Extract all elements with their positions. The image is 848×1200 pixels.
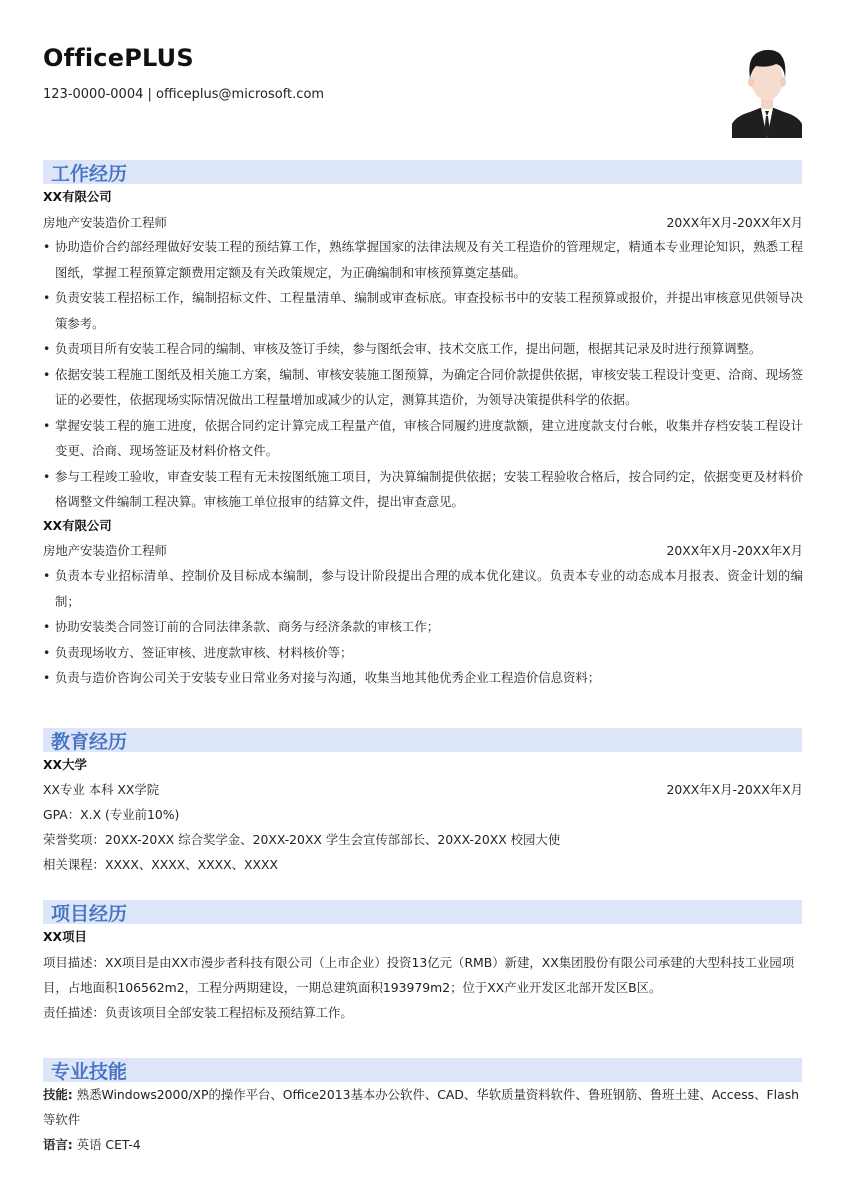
- list-item: • 负责安装工程招标工作，编制招标文件、工程量清单、编制或审查标底。审查投标书中的安装工程预算或报价，并提出审核意见供领导决策参考。: [43, 285, 803, 336]
- work1-date: 20XX年X月-20XX年X月: [666, 215, 803, 230]
- skills-lang-label: 语言:: [43, 1137, 73, 1152]
- project-responsibility: 责任描述：负责该项目全部安装工程招标及预结算工作。: [43, 1005, 353, 1020]
- list-item: • 负责本专业招标清单、控制价及目标成本编制，参与设计阶段提出合理的成本优化建议。负责本专业的动态成本月报表、资金计划的编制；: [43, 563, 803, 614]
- skills-tech-value: 熟悉Windows2000/XP的操作平台、Office2013基本办公软件、CAD、华软质量资料软件、鲁班钢筋、鲁班土建、Access、Flash等软件: [43, 1087, 800, 1127]
- work2-bullets: [43, 563, 803, 691]
- list-item: • 负责现场收方、签证审核、进度款审核、材料核价等；: [43, 640, 803, 666]
- list-item: • 负责与造价咨询公司关于安装专业日常业务对接与沟通，收集当地其他优秀企业工程造价信息资料；: [43, 665, 803, 691]
- section-skills-header: [43, 1058, 802, 1082]
- work1-bullets: [43, 234, 803, 515]
- section-education-title: 教育经历: [51, 731, 128, 753]
- education-school: XX大学: [43, 757, 87, 772]
- work2-company: XX有限公司: [43, 518, 112, 533]
- skills-lang-value: 英语 CET-4: [76, 1137, 141, 1152]
- section-project-title: 项目经历: [51, 903, 128, 925]
- list-item: • 参与工程竣工验收，审查安装工程有无未按图纸施工项目，为决算编制提供依据；安装工程验收合格后，按合同约定，依据变更及材料价格调整文件编制工程决算。审核施工单位报审的结算文件，提出审查意见。: [43, 464, 803, 515]
- section-skills-title: 专业技能: [51, 1061, 128, 1083]
- education-major: XX专业 本科 XX学院: [43, 782, 160, 797]
- skills-lang: [43, 1132, 803, 1157]
- section-work-title: 工作经历: [51, 163, 128, 185]
- candidate-name: OfficePLUS: [43, 44, 194, 72]
- avatar: [732, 44, 802, 138]
- section-work-header: [43, 160, 802, 184]
- work1-company: XX有限公司: [43, 189, 112, 204]
- list-item: • 依据安装工程施工图纸及相关施工方案，编制、审核安装施工图预算，为确定合同价款提供依据，审核安装工程设计变更、洽商、现场签证的必要性，依据现场实际情况做出工程量增加或减少的认定，测算其造价，为领导决策提供科学的依据。: [43, 362, 803, 413]
- education-courses: 相关课程：XXXX、XXXX、XXXX、XXXX: [43, 857, 278, 872]
- education-honors: 荣誉奖项：20XX-20XX 综合奖学金、20XX-20XX 学生会宣传部部长、20XX-20XX 校园大使: [43, 832, 561, 847]
- work1-role: 房地产安装造价工程师: [43, 215, 167, 230]
- education-date: 20XX年X月-20XX年X月: [666, 782, 803, 797]
- section-project-header: [43, 900, 802, 924]
- project-name: XX项目: [43, 929, 87, 944]
- contact-info: 123-0000-0004 | officeplus@microsoft.com: [43, 87, 325, 102]
- education-gpa: GPA：X.X (专业前10%): [43, 807, 180, 822]
- skills-tech-label: 技能:: [43, 1087, 73, 1102]
- work2-date: 20XX年X月-20XX年X月: [666, 543, 803, 558]
- list-item: • 协助安装类合同签订前的合同法律条款、商务与经济条款的审核工作；: [43, 614, 803, 640]
- list-item: • 掌握安装工程的施工进度，依据合同约定计算完成工程量产值，审核合同履约进度款额，建立进度款支付台帐，收集并存档安装工程设计变更、洽商、现场签证及材料价格文件。: [43, 413, 803, 464]
- section-education-header: [43, 728, 802, 752]
- list-item: • 协助造价合约部经理做好安装工程的预结算工作，熟练掌握国家的法律法规及有关工程造价的管理规定，精通本专业理论知识，熟悉工程图纸，掌握工程预算定额费用定额及有关政策规定，为正确编制和审核预算奠定基础。: [43, 234, 803, 285]
- work2-role: 房地产安装造价工程师: [43, 543, 167, 558]
- list-item: • 负责项目所有安装工程合同的编制、审核及签订手续，参与图纸会审、技术交底工作，提出问题，根据其记录及时进行预算调整。: [43, 336, 803, 362]
- project-description: 项目描述：XX项目是由XX市漫步者科技有限公司（上市企业）投资13亿元（RMB）新建，XX集团股份有限公司承建的大型科技工业园项目，占地面积106562m2，工程分两期建设，一期总建筑面积193979m2；位于XX产业开发区北部开发区B区。: [43, 955, 795, 995]
- skills-tech: [43, 1082, 805, 1132]
